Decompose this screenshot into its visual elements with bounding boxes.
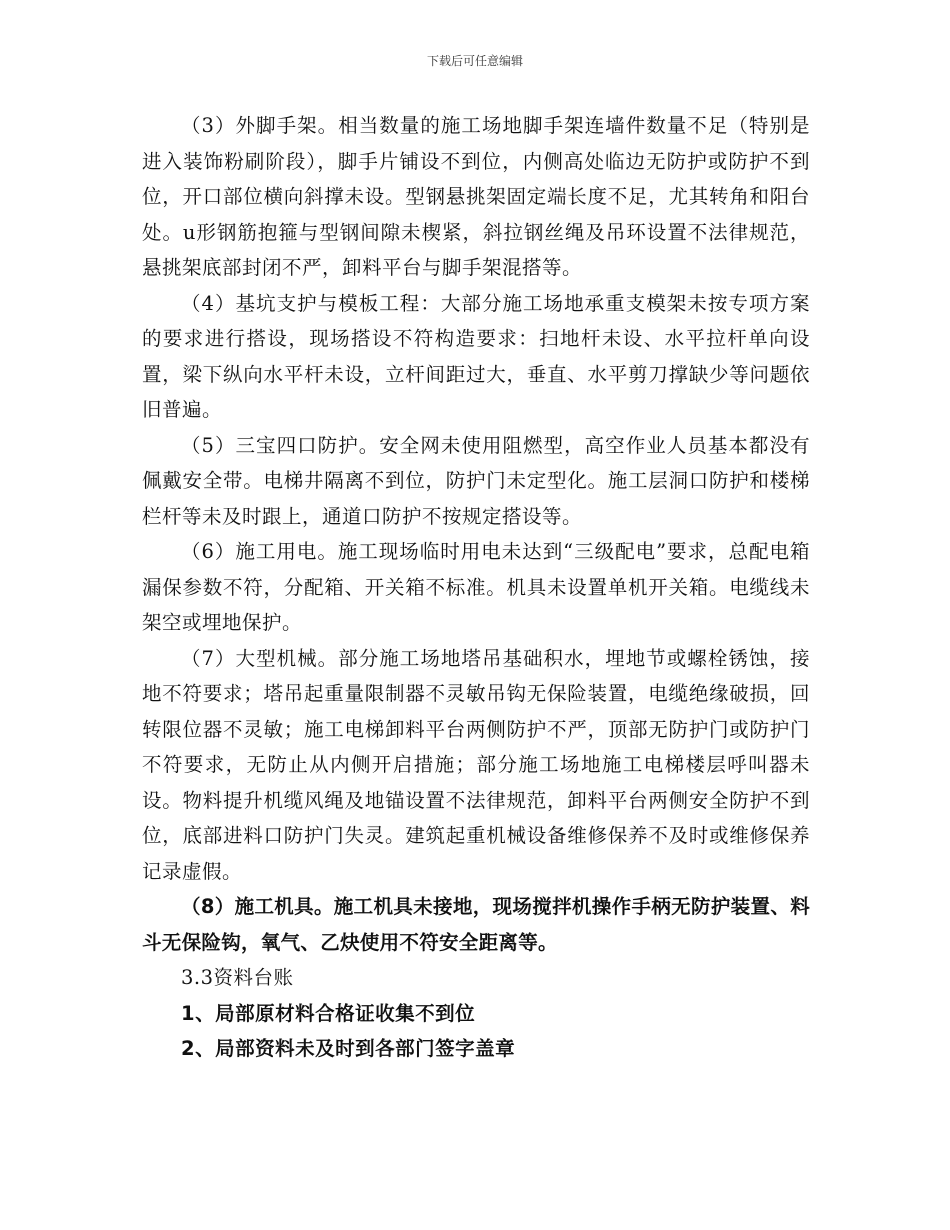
paragraph-foundation-formwork: （4）基坑支护与模板工程：大部分施工场地承重支模架未按专项方案的要求进行搭设，现场搭设不符构造要求：扫地杆未设、水平拉杆单向设置，梁下纵向水平杆未设，立杆间距过大，垂直、水平剪刀撑缺少等问题依旧普遍。 bbox=[142, 291, 810, 421]
document-body bbox=[142, 108, 810, 1067]
list-item: 2、局部资料未及时到各部门签字盖章 bbox=[181, 1037, 516, 1060]
paragraph-construction-tools: （8）施工机具。施工机具未接地，现场搅拌机操作手柄无防护装置、料斗无保险钩，氧气、乙炔使用不符安全距离等。 bbox=[142, 895, 810, 954]
section-heading: 3.3资料台账 bbox=[181, 966, 294, 989]
paragraph-safety-protection: （5）三宝四口防护。安全网未使用阻燃型，高空作业人员基本都没有佩戴安全带。电梯井隔离不到位，防护门未定型化。施工层洞口防护和楼梯栏杆等未及时跟上，通道口防护不按规定搭设等。 bbox=[142, 433, 810, 528]
list-item: 1、局部原材料合格证收集不到位 bbox=[181, 1001, 476, 1025]
page-header: 下载后可任意编辑 bbox=[426, 54, 523, 68]
paragraph-electricity: （6）施工用电。施工现场临时用电未达到“三级配电”要求，总配电箱漏保参数不符，分配箱、开关箱不标准。机具未设置单机开关箱。电缆线未架空或埋地保护。 bbox=[142, 540, 810, 634]
paragraph-scaffolding: （3）外脚手架。相当数量的施工场地脚手架连墙件数量不足（特别是进入装饰粉刷阶段），脚手片铺设不到位，内侧高处临边无防护或防护不到位，开口部位横向斜撑未设。型钢悬挑架固定端长度不足，尤其转角和阳台处。u形钢筋抱箍与型钢间隙未楔紧，斜拉钢丝绳及吊环设置不法律规范，悬挑架底部封闭不严，卸料平台与脚手架混搭等。 bbox=[142, 114, 810, 279]
paragraph-large-machinery: （7）大型机械。部分施工场地塔吊基础积水，埋地节或螺栓锈蚀，接地不符要求；塔吊起重量限制器不灵敏吊钩无保险装置，电缆绝缘破损，回转限位器不灵敏；施工电梯卸料平台两侧防护不严，顶部无防护门或防护门不符要求，无防止从内侧开启措施；部分施工场地施工电梯楼层呼叫器未设。物料提升机缆风绳及地锚设置不法律规范，卸料平台两侧安全防护不到位，底部进料口防护门失灵。建筑起重机械设备维修保养不及时或维修保养记录虚假。 bbox=[142, 646, 810, 883]
